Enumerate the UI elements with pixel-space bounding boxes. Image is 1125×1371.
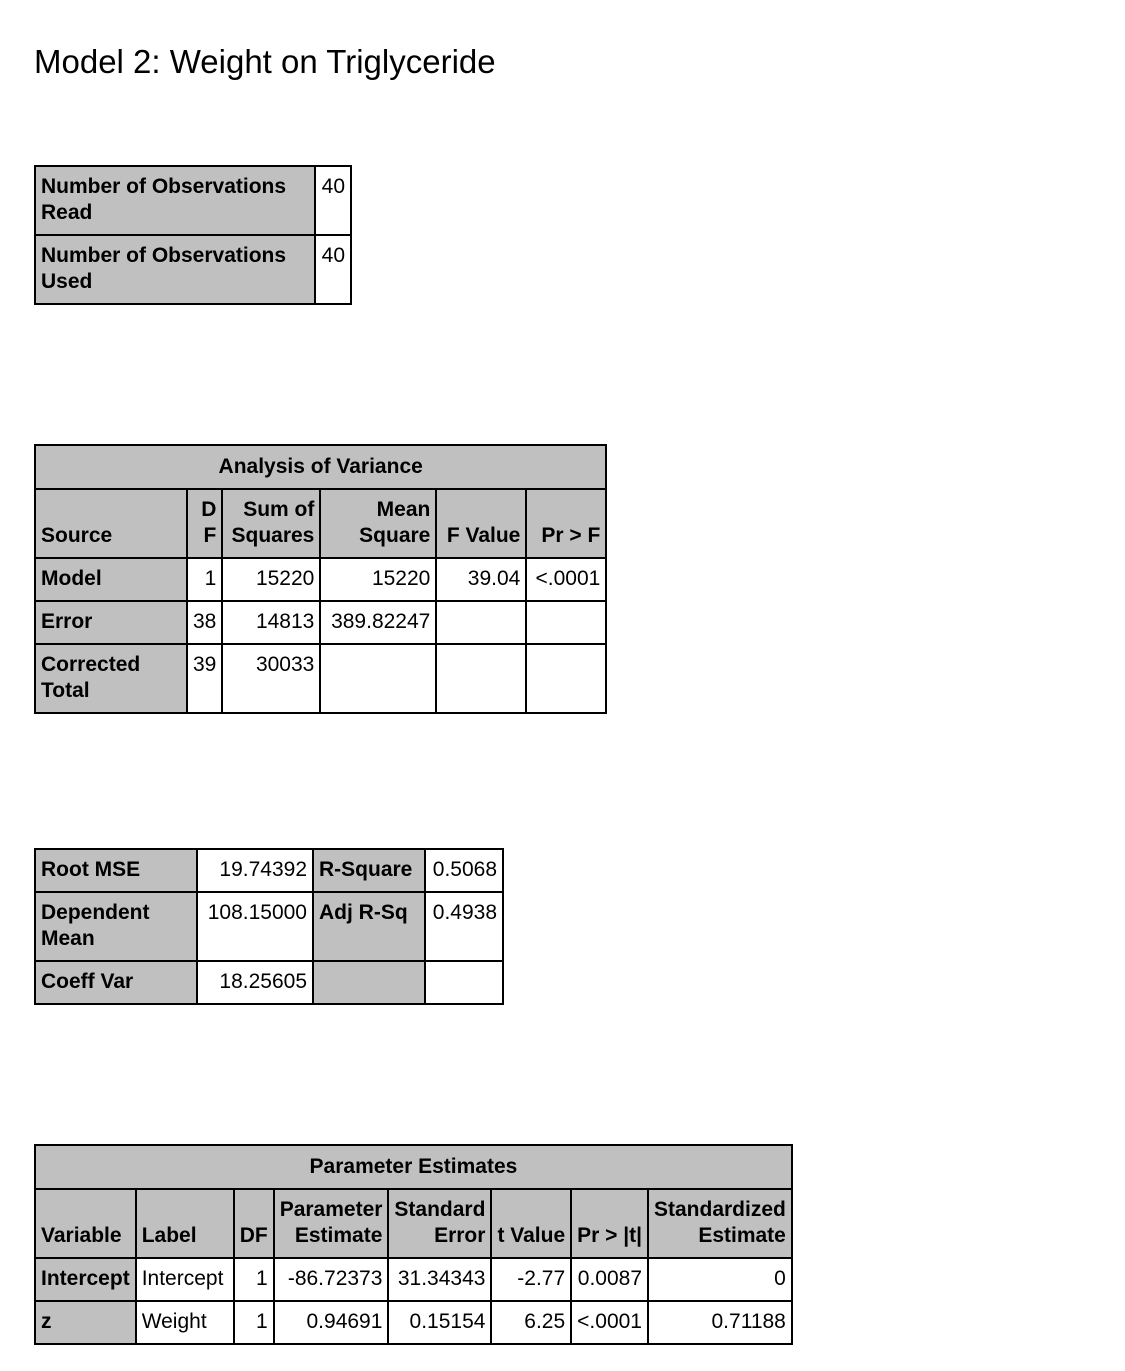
column-header-standard-error: Standard Error [388, 1189, 491, 1258]
table-row [35, 1301, 792, 1344]
table-cell: <.0001 [571, 1301, 648, 1344]
table-cell: 0.71188 [648, 1301, 792, 1344]
table-caption: Parameter Estimates [35, 1145, 792, 1189]
column-header-source: Source [35, 489, 187, 558]
row-header: z [35, 1301, 136, 1344]
table-cell: <.0001 [526, 558, 606, 601]
table-cell: 31.34343 [388, 1258, 491, 1301]
table-cell: 0.94691 [274, 1301, 389, 1344]
row-header: Number of Observations Read [35, 166, 315, 235]
column-header-variable: Variable [35, 1189, 136, 1258]
table-row [35, 558, 606, 601]
table-cell: -2.77 [491, 1258, 571, 1301]
row-header [313, 961, 425, 1004]
table-cell: 18.25605 [197, 961, 313, 1004]
table-row [35, 961, 503, 1004]
table-cell: 1 [234, 1301, 274, 1344]
table-cell: -86.72373 [274, 1258, 389, 1301]
row-header: Corrected Total [35, 644, 187, 713]
row-header: Number of Observations Used [35, 235, 315, 304]
table-cell: 15220 [222, 558, 320, 601]
table-header-row [35, 489, 606, 558]
table-cell: Intercept [136, 1258, 234, 1301]
table-cell: 38 [187, 601, 222, 644]
table-cell: 108.15000 [197, 892, 313, 961]
row-header: Error [35, 601, 187, 644]
row-header: R-Square [313, 849, 425, 892]
table-row [35, 849, 503, 892]
table-cell: 6.25 [491, 1301, 571, 1344]
table-row [35, 1258, 792, 1301]
column-header-standardized-estimate: Standardized Estimate [648, 1189, 792, 1258]
table-cell: 0 [648, 1258, 792, 1301]
row-header: Dependent Mean [35, 892, 197, 961]
table-header-row [35, 1189, 792, 1258]
column-header-f: F Value [436, 489, 526, 558]
table-row [35, 235, 351, 304]
row-header: Intercept [35, 1258, 136, 1301]
table-cell [526, 644, 606, 713]
table-cell [436, 644, 526, 713]
page-title: Model 2: Weight on Triglyceride [34, 43, 496, 80]
column-header-p-value: Pr > |t| [571, 1189, 648, 1258]
row-header: Coeff Var [35, 961, 197, 1004]
table-cell: 19.74392 [197, 849, 313, 892]
table-cell: 1 [187, 558, 222, 601]
table-cell: 39.04 [436, 558, 526, 601]
anova-table [34, 444, 607, 714]
table-cell [436, 601, 526, 644]
table-cell [526, 601, 606, 644]
table-cell: 40 [315, 235, 351, 304]
column-header-ss: Sum of Squares [222, 489, 320, 558]
table-row [35, 601, 606, 644]
row-header: Model [35, 558, 187, 601]
column-header-df: DF [234, 1189, 274, 1258]
column-header-p: Pr > F [526, 489, 606, 558]
table-cell: Weight [136, 1301, 234, 1344]
table-cell: 0.15154 [388, 1301, 491, 1344]
table-cell: 30033 [222, 644, 320, 713]
column-header-label: Label [136, 1189, 234, 1258]
table-cell: 15220 [320, 558, 436, 601]
table-cell: 1 [234, 1258, 274, 1301]
table-cell: 14813 [222, 601, 320, 644]
row-header: Adj R-Sq [313, 892, 425, 961]
table-cell [320, 644, 436, 713]
parameter-estimates-table [34, 1144, 793, 1345]
column-header-ms: Mean Square [320, 489, 436, 558]
table-cell: 0.5068 [425, 849, 503, 892]
table-row [35, 644, 606, 713]
table-cell: 389.82247 [320, 601, 436, 644]
fit-statistics-table [34, 848, 504, 1005]
table-cell: 40 [315, 166, 351, 235]
table-cell: 39 [187, 644, 222, 713]
table-cell: 0.4938 [425, 892, 503, 961]
table-cell [425, 961, 503, 1004]
table-caption-row [35, 445, 606, 489]
column-header-df: D F [187, 489, 222, 558]
row-header: Root MSE [35, 849, 197, 892]
column-header-estimate: Parameter Estimate [274, 1189, 389, 1258]
table-caption-row [35, 1145, 792, 1189]
observations-table [34, 165, 352, 305]
table-row [35, 166, 351, 235]
table-row [35, 892, 503, 961]
table-caption: Analysis of Variance [35, 445, 606, 489]
column-header-t-value: t Value [491, 1189, 571, 1258]
table-cell: 0.0087 [571, 1258, 648, 1301]
